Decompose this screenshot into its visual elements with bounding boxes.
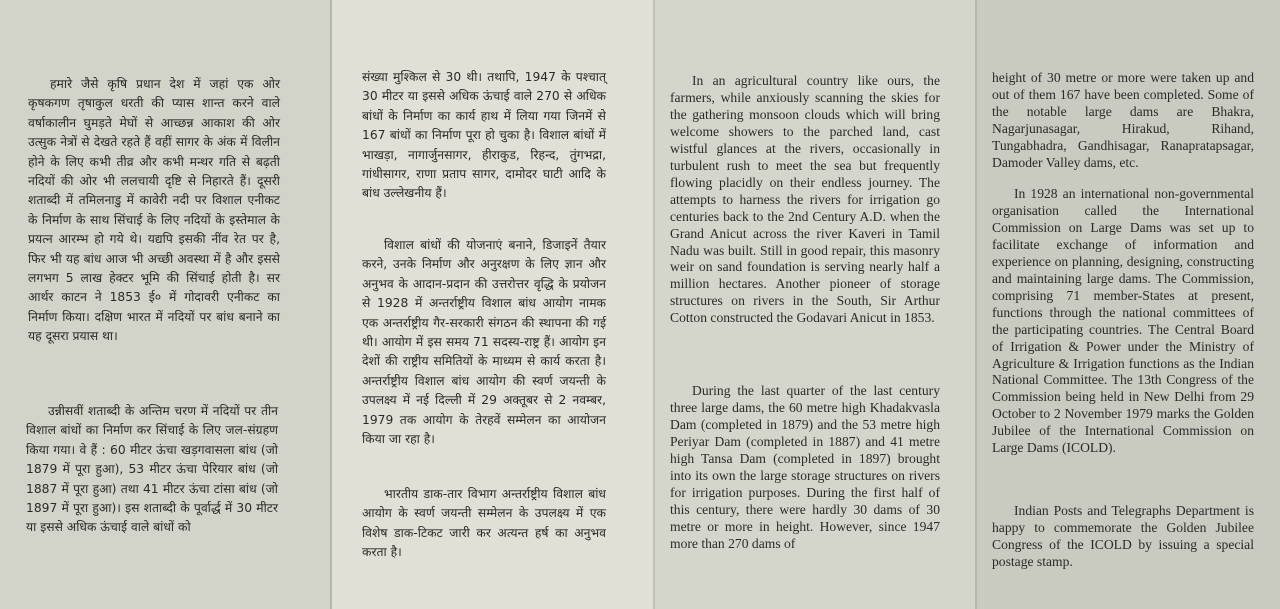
english-paragraph-notable-dams: height of 30 metre or more were taken up and out of them 167 have been completed. Some of the notable large dams are Bhakra, Nagarjunasagar, Hirakud, Rihand, Tungabhadra, Gandhisagar, Ranapratapsagar, Damoder Valley dams, etc. xyxy=(992,70,1254,170)
english-paragraph-19th-century: During the last quarter of the last century three large dams, the 60 metre high Khadakvasla Dam (completed in 1879) and the 53 metre high Periyar Dam (completed in 1887) and 41 metre high Tansa Dam (completed in 1897) brought into its own the large storage structures on rivers for irrigation purposes. During the first half of this century, there were hardly 30 dams of 30 metre or more in height. However, since 1947 more than 270 dams of xyxy=(670,383,940,551)
hindi-paragraph-dams-count: संख्या मुश्किल से 30 थी। तथापि, 1947 के पश्चात् 30 मीटर या इससे अधिक ऊंचाई वाले 270 से अधिक बांधों के निर्माण का कार्य हाथ में लिया गया जिनमें से 167 बांधों का निर्माण पूरा हो चुका है। विशाल बांधों में भाखड़ा, नागार्जुनसागर, हीराकुड, रिहन्द, तुंगभद्रा, गांधीसागर, राणा प्रताप सागर, दामोदर घाटी आदि के बांध उल्लेखनीय हैं। xyxy=(362,70,606,201)
panel-english-1 xyxy=(653,0,975,609)
hindi-paragraph-stamp: भारतीय डाक-तार विभाग अन्तर्राष्ट्रीय विशाल बांध आयोग के स्वर्ण जयन्ती सम्मेलन के उपलक्ष्य में एक विशेष डाक-टिकट जारी कर अत्यन्त हर्ष का अनुभव करता है। xyxy=(362,487,606,560)
hindi-paragraph-19th-century: उन्नीसवीं शताब्दी के अन्तिम चरण में नदियों पर तीन विशाल बांधों का निर्माण कर सिंचाई के लिए जल-संग्रहण किया गया। वे हैं : 60 मीटर ऊंचा खड़गवासला बांध (जो 1879 में पूरा हुआ), 53 मीटर ऊंचा पेरियार बांध (जो 1887 में पूरा हुआ) तथा 41 मीटर ऊंचा टांसा बांध (जो 1897 में पूरा हुआ)। इस शताब्दी के पूर्वार्द्ध में 30 मीटर या इससे अधिक ऊंचाई वाले बांधों को xyxy=(26,404,278,535)
hindi-paragraph-commission: विशाल बांधों की योजनाएं बनाने, डिजाइनें तैयार करने, उनके निर्माण और अनुरक्षण के लिए ज्ञान और अनुभव के आदान-प्रदान की उत्तरोत्तर वृद्धि के प्रयोजन से 1928 में अन्तर्राष्ट्रीय विशाल बांध आयोग नामक एक अन्तर्राष्ट्रीय गैर-सरकारी संगठन की स्थापना की गई थी। आयोग में इस समय 71 सदस्य-राष्ट्र हैं। आयोग इन देशों की राष्ट्रीय समितियों के माध्यम से कार्य करता है। अन्तर्राष्ट्रीय विशाल बांध आयोग की स्वर्ण जयन्ती के उपलक्ष्य में नई दिल्ली में 29 अक्तूबर से 2 नवम्बर, 1979 तक आयोग के तेरहवें सम्मेलन का आयोजन किया जा रहा है। xyxy=(362,238,606,447)
english-paragraph-stamp: Indian Posts and Telegraphs Department is happy to commemorate the Golden Jubilee Congress of the ICOLD by issuing a special postage stamp. xyxy=(992,503,1254,569)
panel-english-2 xyxy=(975,0,1280,609)
fold-line xyxy=(975,0,977,609)
panel-hindi-1 xyxy=(0,0,330,609)
english-paragraph-intro: In an agricultural country like ours, the farmers, while anxiously scanning the skies for the gathering monsoon clouds which will bring welcome showers to the parched land, cast wistful glances at the rivers, occasionally in turbulent rush to meet the sea but frequently flowing placidly on their endless journey. The attempts to harness the rivers for irrigation go centuries back to the 2nd Century A.D. when the Grand Anicut across the river Kaveri in Tamil Nadu was built. Still in good repair, this masonry weir on sand foundation is serving nearly half a million hectares. Another pioneer of storage structures on rivers in the South, Sir Arthur Cotton constructed the Godavari Anicut in 1853. xyxy=(670,73,940,326)
english-paragraph-commission: In 1928 an international non-governmental organisation called the International Commission on Large Dams was set up to facilitate exchange of information and experience on planning, designing, constructing and maintaining large dams. The Commission, comprising 71 member-States at present, functions through the national committees of the participating countries. The Central Board of Irrigation & Power under the Ministry of Agriculture & Irrigation functions as the Indian National Committee. The 13th Congress of the Commission being held in New Delhi from 29 October to 2 November 1979 marks the Golden Jubilee of the International Commission on Large Dams (ICOLD). xyxy=(992,186,1254,456)
fold-line xyxy=(330,0,332,609)
hindi-paragraph-intro: हमारे जैसे कृषि प्रधान देश में जहां एक ओर कृषकगण तृषाकुल धरती की प्यास शान्त करने वाले वर्षाकालीन घुमड़ते मेघों से आच्छन्न आकाश की ओर उत्सुक नेत्रों से देखते रहते हैं वहीं सागर के अंक में विलीन होने के लिए कभी तीव्र और कभी मन्थर गति से बढ़ती नदियों की ओर भी ललचायी दृष्टि से निहारते हैं। दूसरी शताब्दी में तमिलनाडु में कावेरी नदी पर विशाल एनीकट के निर्माण के साथ सिंचाई के लिए नदियों के इस्तेमाल के प्रयत्न आरम्भ हो गये थे। यद्यपि इसकी नींव रेत पर है, फिर भी यह बांध आज भी अच्छी अवस्था में है और इससे लगभग 5 लाख हेक्टर भूमि की सिंचाई होती है। सर आर्थर काटन ने 1853 ई० में गोदावरी एनीकट का निर्माण किया। दक्षिण भारत में नदियों पर बांध बनाने का यह दूसरा प्रयास था। xyxy=(28,77,280,344)
fold-line xyxy=(653,0,655,609)
panel-hindi-2 xyxy=(330,0,653,609)
